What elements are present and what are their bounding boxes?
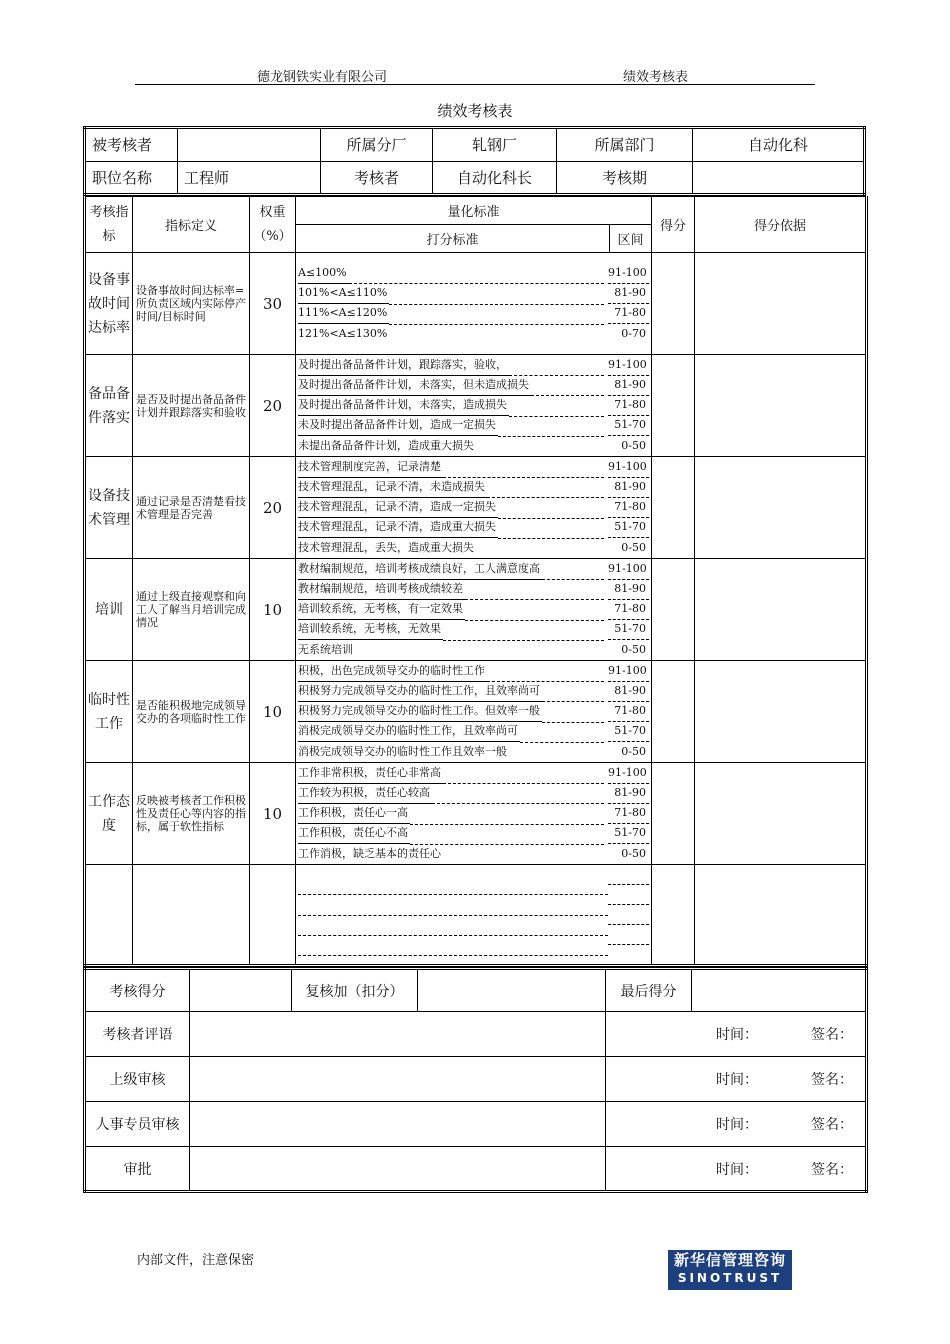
indicator-row [85,355,867,457]
period-label: 考核期 [557,161,693,195]
criterion-text: 技术管理混乱，记录不清，造成重大损失 [298,517,498,538]
criterion-range: 91-100 [608,661,649,682]
criterion-row [298,477,649,497]
time-label: 时间： [716,1027,758,1043]
criterion-row [298,395,649,415]
indicator-row [85,559,867,661]
indicator-weight: 30 [250,253,296,355]
info-table [83,126,866,196]
criterion-range: 0-50 [621,744,647,758]
criterion-row [298,436,649,456]
period-value [693,161,865,195]
criterion-text: 培训较系统，无考核，无效果 [298,619,443,640]
criterion-range: 71-80 [608,803,649,824]
score-value[interactable] [190,969,292,1012]
blank-weight[interactable] [250,865,296,966]
criterion-range: 91-100 [608,763,649,784]
col-quant: 量化标准 [296,197,652,225]
indicator-definition: 设备事故时间达标率=所负责区域内实际停产时间/目标时间 [133,253,250,355]
confidential-note: 内部文件，注意保密 [137,1253,255,1268]
criterion-row [298,263,649,283]
criterion-row [298,701,649,721]
time-label: 时间： [716,1117,758,1133]
approval-content[interactable] [190,1057,606,1102]
approval-label: 审批 [85,1147,190,1192]
basis-cell[interactable] [695,355,867,457]
sign-label: 签名： [811,1161,853,1178]
indicator-name: 备品备件落实 [85,355,133,457]
indicator-weight: 20 [250,355,296,457]
final-value[interactable] [692,969,867,1012]
criterion-text: 技术管理混乱，记录不清，造成一定损失 [298,497,498,518]
final-label: 最后得分 [606,969,692,1012]
approval-label: 人事专员审核 [85,1102,190,1147]
approval-content[interactable] [190,1147,606,1192]
criterion-text: 工作消极，缺乏基本的责任心 [298,846,441,860]
col-weight: 权重 （%） [250,197,296,253]
criterion-row [298,599,649,619]
criterion-range: 71-80 [608,497,649,518]
criterion-range: 0-70 [621,326,647,340]
criterion-row [298,283,649,303]
indicator-definition: 反映被考核者工作积极性及责任心等内容的指标，属于软性指标 [133,763,250,865]
criterion-range: 51-70 [608,415,649,436]
branch-label: 所属分厂 [321,128,433,162]
blank-score[interactable] [652,865,695,966]
criterion-range: 81-90 [608,579,649,600]
indicator-definition: 是否能积极地完成领导交办的各项临时性工作 [133,661,250,763]
position-value: 工程师 [178,161,321,195]
criterion-row [298,803,649,823]
criterion-range: 81-90 [608,375,649,396]
criterion-range: 81-90 [608,477,649,498]
basis-cell[interactable] [695,661,867,763]
criterion-range: 51-70 [608,823,649,844]
dept-label: 所属部门 [557,128,693,162]
indicator-name: 设备事故时间达标率 [85,253,133,355]
time-label: 时间： [716,1072,758,1088]
criterion-row [298,559,649,579]
branch-value: 轧钢厂 [433,128,557,162]
criterion-text: 未及时提出备品备件计划，造成一定损失 [298,415,498,436]
criterion-range: 91-100 [608,457,649,478]
sign-label: 签名： [811,1072,853,1088]
indicator-definition: 是否及时提出备品备件计划并跟踪落实和验收 [133,355,250,457]
criterion-range: 91-100 [608,263,649,284]
criterion-row [298,375,649,395]
indicator-definition: 通过上级直接观察和向工人了解当月培训完成情况 [133,559,250,661]
company-name: 德龙钢铁实业有限公司 [257,70,388,85]
score-cell[interactable] [652,661,695,763]
criterion-range: 71-80 [608,599,649,620]
criterion-text: 技术管理混乱，丢失，造成重大损失 [298,540,474,554]
score-cell[interactable] [652,559,695,661]
criterion-text: 消极完成领导交办的临时性工作且效率一般 [298,744,507,758]
indicator-name: 设备技术管理 [85,457,133,559]
criterion-text: 消极完成领导交办的临时性工作，且效率尚可 [298,721,520,742]
blank-criteria[interactable] [296,865,652,966]
criterion-text: 积极，出色完成领导交办的临时性工作 [298,661,487,682]
basis-cell[interactable] [695,457,867,559]
reviewer-label: 考核者 [321,161,433,195]
col-basis: 得分依据 [695,197,867,253]
criterion-range: 81-90 [608,783,649,804]
summary-table [83,967,868,1193]
score-cell[interactable] [652,253,695,355]
criterion-row [298,763,649,783]
criterion-range: 91-100 [608,355,649,376]
reviewee-value [178,128,321,162]
blank-definition[interactable] [133,865,250,966]
col-criteria: 打分标准 [296,225,610,253]
criterion-row [298,579,649,599]
criterion-row [298,304,649,324]
score-cell[interactable] [652,457,695,559]
sign-label: 签名： [811,1117,853,1133]
criterion-row [298,661,649,681]
criterion-text: 教材编制规范，培训考核成绩良好，工人满意度高 [298,559,542,580]
doc-type: 绩效考核表 [623,70,689,85]
criterion-text: 积极努力完成领导交办的临时性工作。但效率一般 [298,701,542,722]
time-label: 时间： [716,1161,758,1178]
criterion-text: 工作非常积极，责任心非常高 [298,763,443,784]
criterion-text: 技术管理混乱，记录不清，未造成损失 [298,477,487,498]
indicator-definition: 通过记录是否清楚看技术管理是否完善 [133,457,250,559]
indicator-row [85,457,867,559]
indicator-name: 工作态度 [85,763,133,865]
criterion-text: 及时提出备品备件计划，未落实，造成损失 [298,395,509,416]
col-definition: 指标定义 [133,197,250,253]
indicator-weight: 10 [250,661,296,763]
adjust-label: 复核加（扣分） [292,969,418,1012]
document-title: 绩效考核表 [437,102,513,120]
criterion-text: 101%<A≤110% [298,283,389,304]
col-indicator: 考核指标 [85,197,133,253]
approval-label: 考核者评语 [85,1012,190,1057]
score-cell[interactable] [652,355,695,457]
criterion-text: 教材编制规范，培训考核成绩较差 [298,579,465,600]
approval-label: 上级审核 [85,1057,190,1102]
approval-sign[interactable] [606,1012,867,1057]
reviewee-label: 被考核者 [85,128,178,162]
blank-basis[interactable] [695,865,867,966]
criterion-row [298,824,649,844]
adjust-value[interactable] [418,969,606,1012]
indicator-table [83,196,868,967]
reviewer-value: 自动化科长 [433,161,557,195]
indicator-weight: 10 [250,763,296,865]
indicator-row [85,763,867,865]
dept-value: 自动化科 [693,128,865,162]
criterion-text: 111%<A≤120% [298,303,389,324]
criterion-row [298,416,649,436]
indicator-weight: 20 [250,457,296,559]
criterion-range: 51-70 [608,721,649,742]
sign-label: 签名： [811,1027,853,1043]
basis-cell[interactable] [695,559,867,661]
indicator-row [85,661,867,763]
col-range: 区间 [610,225,652,253]
indicator-name: 临时性工作 [85,661,133,763]
score-label: 考核得分 [85,969,190,1012]
criterion-row [298,355,649,375]
basis-cell[interactable] [695,253,867,355]
criterion-range: 0-50 [621,846,647,860]
criterion-text: 121%<A≤130% [298,326,388,340]
criterion-row [298,518,649,538]
criterion-range: 81-90 [608,681,649,702]
criterion-text: 及时提出备品备件计划，跟踪落实，验收， [298,355,509,376]
indicator-row [85,253,867,355]
basis-cell[interactable] [695,763,867,865]
criterion-range: 0-50 [621,642,647,656]
criterion-range: 71-80 [608,701,649,722]
approval-content[interactable] [190,1102,606,1147]
criterion-text: 未提出备品备件计划，造成重大损失 [298,438,474,452]
col-score: 得分 [652,197,695,253]
criterion-text: 培训较系统，无考核，有一定效果 [298,599,465,620]
criterion-text: 及时提出备品备件计划，未落实，但未造成损失 [298,375,531,396]
indicator-weight: 10 [250,559,296,661]
criterion-row [298,742,649,762]
criterion-range: 71-80 [608,395,649,416]
criterion-row [298,783,649,803]
criterion-row [298,497,649,517]
position-label: 职位名称 [85,161,178,195]
sinotrust-logo: 新华信管理咨询 SINOTRUST [668,1250,792,1290]
criterion-row [298,844,649,864]
criterion-range: 51-70 [608,619,649,640]
criterion-range: 81-90 [608,283,649,304]
criterion-row [298,324,649,344]
criterion-row [298,681,649,701]
criterion-text: A≤100% [298,263,349,284]
page-header [135,64,815,85]
indicator-name: 培训 [85,559,133,661]
criterion-text: 工作较为积极，责任心较高 [298,783,432,804]
criterion-row [298,722,649,742]
criterion-range: 0-50 [621,540,647,554]
criterion-row [298,640,649,660]
criterion-text: 技术管理制度完善，记录清楚 [298,457,443,478]
criterion-row [298,457,649,477]
criterion-range: 0-50 [621,438,647,452]
criterion-range: 91-100 [608,559,649,580]
criterion-text: 无系统培训 [298,642,353,656]
criterion-text: 积极努力完成领导交办的临时性工作，且效率尚可 [298,681,542,702]
criterion-row [298,620,649,640]
criterion-range: 51-70 [608,517,649,538]
approval-content[interactable] [190,1012,606,1057]
criterion-text: 工作积极，责任心一高 [298,803,410,824]
approval-sign[interactable] [606,1147,867,1192]
criterion-range: 71-80 [608,303,649,324]
approval-sign[interactable] [606,1102,867,1147]
score-cell[interactable] [652,763,695,865]
approval-sign[interactable] [606,1057,867,1102]
criterion-row [298,538,649,558]
blank-indicator[interactable] [85,865,133,966]
criterion-text: 工作积极，责任心不高 [298,823,410,844]
